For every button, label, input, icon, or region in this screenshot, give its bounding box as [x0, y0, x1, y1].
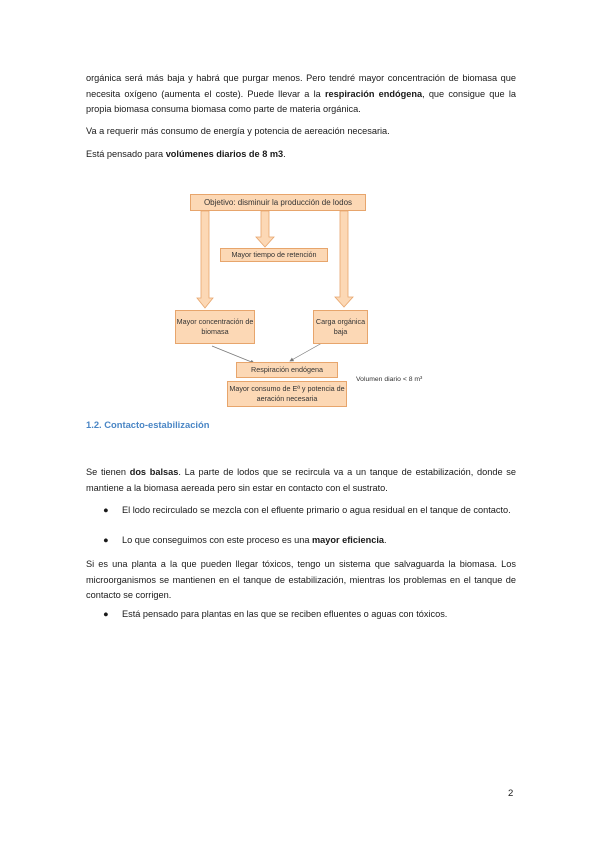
bold-text: dos balsas [129, 467, 179, 477]
paragraph-toxics: Si es una planta a la que pueden llegar tóxicos, tengo un sistema que salvaguarda la biomasa. Los microorganismos se mantienen en el tanque de estabilización, mientras los problemas en el tanque de contacto se corrigen. [86, 559, 516, 600]
paragraph-biomass [86, 71, 516, 118]
paragraph-two-ponds [86, 465, 516, 496]
list-item-text [122, 533, 516, 549]
retention-box: Mayor tiempo de retención [220, 248, 328, 262]
text-run: . La parte de lodos que se recircula va a un tanque de estabilización, donde se mantiene a la biomasa aereada pero sin estar en contacto con el sustrato. [86, 467, 516, 493]
text-run: Lo que conseguimos con este proceso es una [122, 535, 312, 545]
list-item-text [122, 607, 516, 623]
objective-box: Objetivo: disminuir la producción de lodos [190, 194, 366, 211]
section-heading: 1.2. Contacto-estabilización [86, 419, 210, 430]
text-run: Está pensado para [86, 149, 166, 159]
arrow-to-load-icon [335, 211, 353, 307]
text-run: El lodo recirculado se mezcla con el efluente primario o agua residual en el tanque de contacto. [122, 505, 511, 515]
biomass-box: Mayor concentración de biomasa [175, 310, 255, 344]
text-run: . [384, 535, 387, 545]
bold-text: respiración endógena [324, 88, 423, 99]
text-run: , que consigue que la propia biomasa consuma biomasa como parte de materia orgánica. [86, 88, 516, 114]
list-item-text [122, 503, 516, 519]
arrow-load-to-respiration-icon [290, 343, 322, 361]
paragraph-volume [86, 147, 516, 163]
text-run: Está pensado para plantas en las que se reciben efluentes o aguas con tóxicos. [122, 609, 448, 619]
bullet-icon: ● [103, 535, 109, 545]
arrow-biomass-to-respiration-icon [212, 346, 254, 363]
arrow-to-retention-icon [256, 211, 274, 247]
bullet-icon: ● [103, 505, 109, 515]
text-run: orgánica será más baja y habrá que purgar menos. Pero tendré mayor concentración de biomasa que necesita oxígeno (aumenta el coste). Puede llevar a la [86, 73, 516, 99]
text-run: . [283, 149, 286, 159]
bold-text: mayor eficiencia [312, 535, 385, 545]
text-run: Se tienen [86, 467, 130, 477]
bold-text: volúmenes diarios de 8 m3 [165, 149, 284, 159]
list-item [103, 503, 516, 519]
paragraph-energy: Va a requerir más consumo de energía y potencia de aereación necesaria. [86, 126, 390, 136]
list-item [103, 533, 516, 549]
volume-note: Volumen diario < 8 m³ [356, 376, 423, 383]
load-box: Carga orgánica baja [313, 310, 368, 344]
page-number: 2 [508, 788, 514, 799]
flow-diagram [172, 190, 428, 416]
energy-box: Mayor consumo de Eª y potencia de aeración necesaria [227, 381, 347, 407]
arrow-to-biomass-icon [197, 211, 213, 308]
list-item [103, 607, 516, 623]
bullet-icon: ● [103, 609, 109, 619]
respiration-box: Respiración endógena [236, 362, 338, 378]
